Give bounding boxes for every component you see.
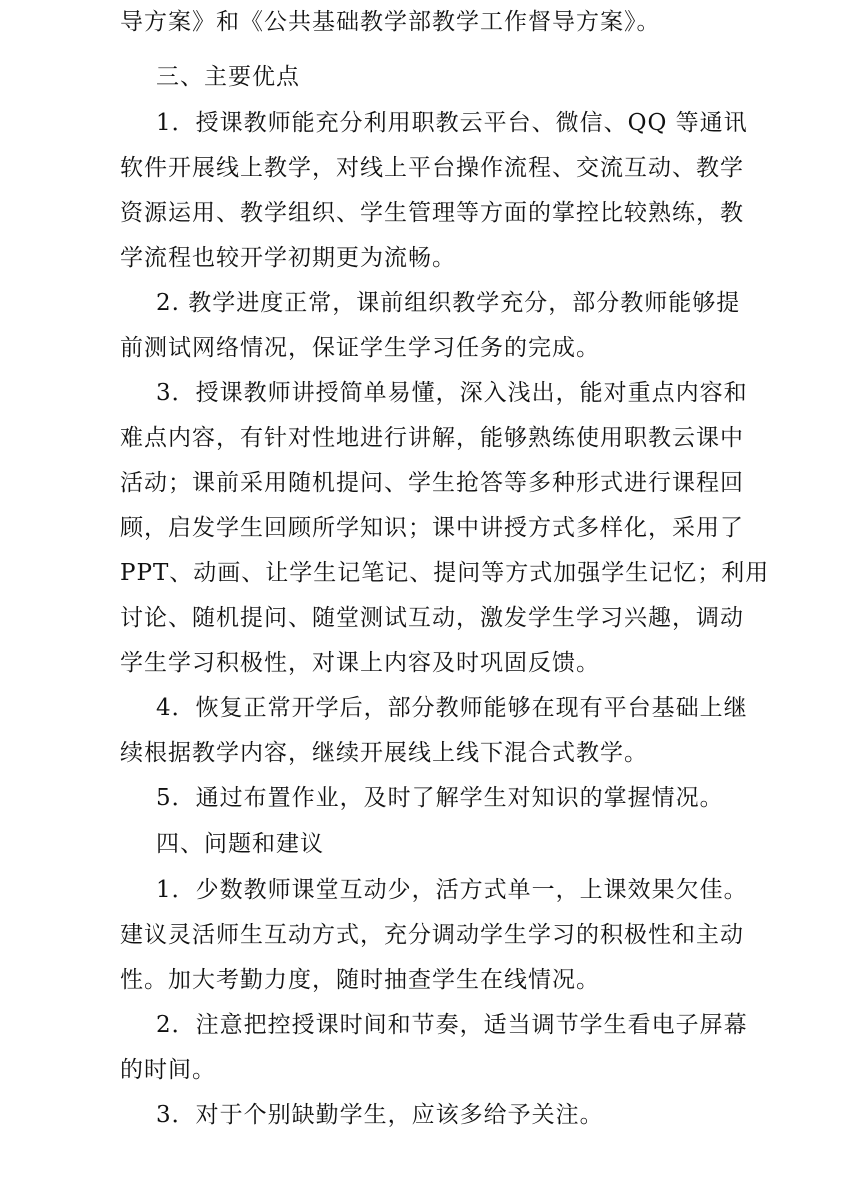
paragraph-line: 3．对于个别缺勤学生，应该多给予关注。 [156,1102,604,1128]
paragraph-line: 顾，启发学生回顾所学知识；课中讲授方式多样化，采用了 [120,515,744,541]
paragraph-line: 1．授课教师能充分利用职教云平台、微信、QQ 等通讯 [156,110,748,136]
paragraph-line: 活动；课前采用随机提问、学生抢答等多种形式进行课程回 [120,470,744,496]
paragraph-line: 4．恢复正常开学后，部分教师能够在现有平台基础上继 [156,695,748,721]
text-line: 导方案》和《公共基础教学部教学工作督导方案》。 [120,9,661,35]
section-heading-issues: 四、问题和建议 [156,831,324,857]
paragraph-line: 软件开展线上教学，对线上平台操作流程、交流互动、教学 [120,155,744,181]
paragraph-line: 学生学习积极性，对课上内容及时巩固反馈。 [120,650,600,676]
paragraph-line: 的时间。 [120,1057,216,1083]
paragraph-line: 资源运用、教学组织、学生管理等方面的掌控比较熟练，教 [120,200,744,226]
section-heading-strengths: 三、主要优点 [156,64,300,90]
paragraph-line: 续根据教学内容，继续开展线上线下混合式教学。 [120,740,648,766]
paragraph-line: 性。加大考勤力度，随时抽查学生在线情况。 [120,967,600,993]
paragraph-line: 学流程也较开学初期更为流畅。 [120,245,456,271]
paragraph-line: 2．注意把控授课时间和节奏，适当调节学生看电子屏幕 [156,1012,748,1038]
paragraph-line: 5．通过布置作业，及时了解学生对知识的掌握情况。 [156,785,724,811]
paragraph-line: 2. 教学进度正常，课前组织教学充分，部分教师能够提 [156,290,741,316]
paragraph-line: 讨论、随机提问、随堂测试互动，激发学生学习兴趣，调动 [120,605,744,631]
paragraph-line: PPT、动画、让学生记笔记、提问等方式加强学生记忆；利用 [120,560,770,586]
paragraph-line: 建议灵活师生互动方式，充分调动学生学习的积极性和主动 [120,922,744,948]
paragraph-line: 难点内容，有针对性地进行讲解，能够熟练使用职教云课中 [120,425,744,451]
paragraph-line: 前测试网络情况，保证学生学习任务的完成。 [120,335,600,361]
paragraph-line: 1．少数教师课堂互动少，活方式单一，上课效果欠佳。 [156,877,748,903]
paragraph-line: 3．授课教师讲授简单易懂，深入浅出，能对重点内容和 [156,380,748,406]
